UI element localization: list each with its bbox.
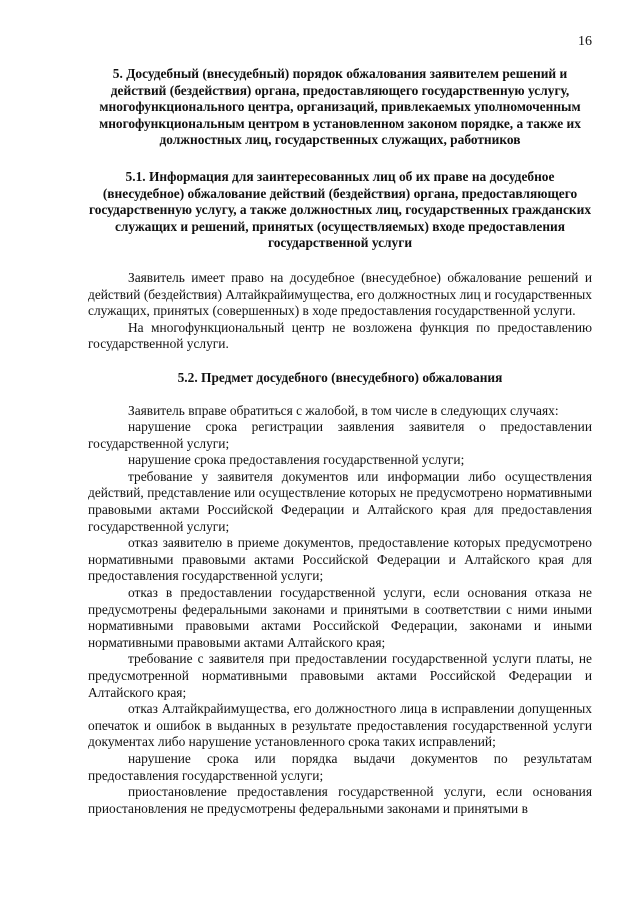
- page-number: 16: [578, 34, 592, 49]
- section-5-1-heading: 5.1. Информация для заинтересованных лиц об их праве на досудебное (внесудебное) обжалование действий (бездействия) органа, предоставляющего государственную услугу, а также должностных лиц, государственных гражданских служащих и решений, принятых (осуществляемых) входе предоставления государственной услуги: [88, 168, 592, 251]
- section-5-2-paragraph: приостановление предоставления государственной услуги, если основания приостановления не предусмотрены федеральными законами и принятыми в: [88, 784, 592, 816]
- section-5-2-paragraph: отказ Алтайкрайимущества, его должностного лица в исправлении допущенных опечаток и ошибок в выданных в результате предоставления государственной услуги документах либо нарушение установленного срока таких исправлений;: [88, 701, 592, 750]
- section-5-2-paragraph: Заявитель вправе обратиться с жалобой, в том числе в следующих случаях:: [128, 402, 559, 418]
- section-5-2-heading: 5.2. Предмет досудебного (внесудебного) обжалования: [177, 369, 503, 385]
- section-5-heading: 5. Досудебный (внесудебный) порядок обжалования заявителем решений и действий (бездействия) органа, предоставляющего государственную услугу, многофункционального центра, организаций, привлекаемых уполномоченным многофункциональным центром в установленном законом порядке, а также их должностных лиц, государственных служащих, работников: [99, 66, 581, 148]
- section-5-1-paragraph: Заявитель имеет право на досудебное (внесудебное) обжалование решений и действий (бездействия) Алтайкрайимущества, его должностных лиц и государственных служащих, принятых (совершенных) в ходе предоставления государственной услуги.: [88, 269, 592, 319]
- section-5-2-paragraph: отказ заявителю в приеме документов, предоставление которых предусмотрено нормативными правовыми актами Российской Федерации и Алтайского края для предоставления государственной услуги;: [88, 535, 592, 584]
- section-5-2-paragraph: нарушение срока регистрации заявления заявителя о предоставлении государственной услуги;: [88, 419, 592, 451]
- section-5-2-paragraph: нарушение срока или порядка выдачи документов по результатам предоставления государственной услуги;: [88, 750, 592, 783]
- section-5-2-paragraph: требование у заявителя документов или информации либо осуществления действий, представление или осуществление которых не предусмотрено нормативными правовыми актами Российской Федерации и Алтайского края для предоставления государственной услуги;: [88, 468, 592, 534]
- page-content: [88, 66, 592, 817]
- section-5-2-paragraph: отказ в предоставлении государственной услуги, если основания отказа не предусмотрены федеральными законами и принятыми в соответствии с ними иными нормативными правовыми актами Российской Федерации, законами и иными нормативными правовыми актами Алтайского края;: [88, 585, 592, 650]
- section-5-2-paragraph: требование с заявителя при предоставлении государственной услуги платы, не предусмотренной нормативными правовыми актами Российской Федерации и Алтайского края;: [88, 651, 592, 700]
- section-5-1-paragraph: На многофункциональный центр не возложена функция по предоставлению государственной услуги.: [88, 319, 592, 352]
- section-5-2-paragraph: нарушение срока предоставления государственной услуги;: [128, 452, 465, 468]
